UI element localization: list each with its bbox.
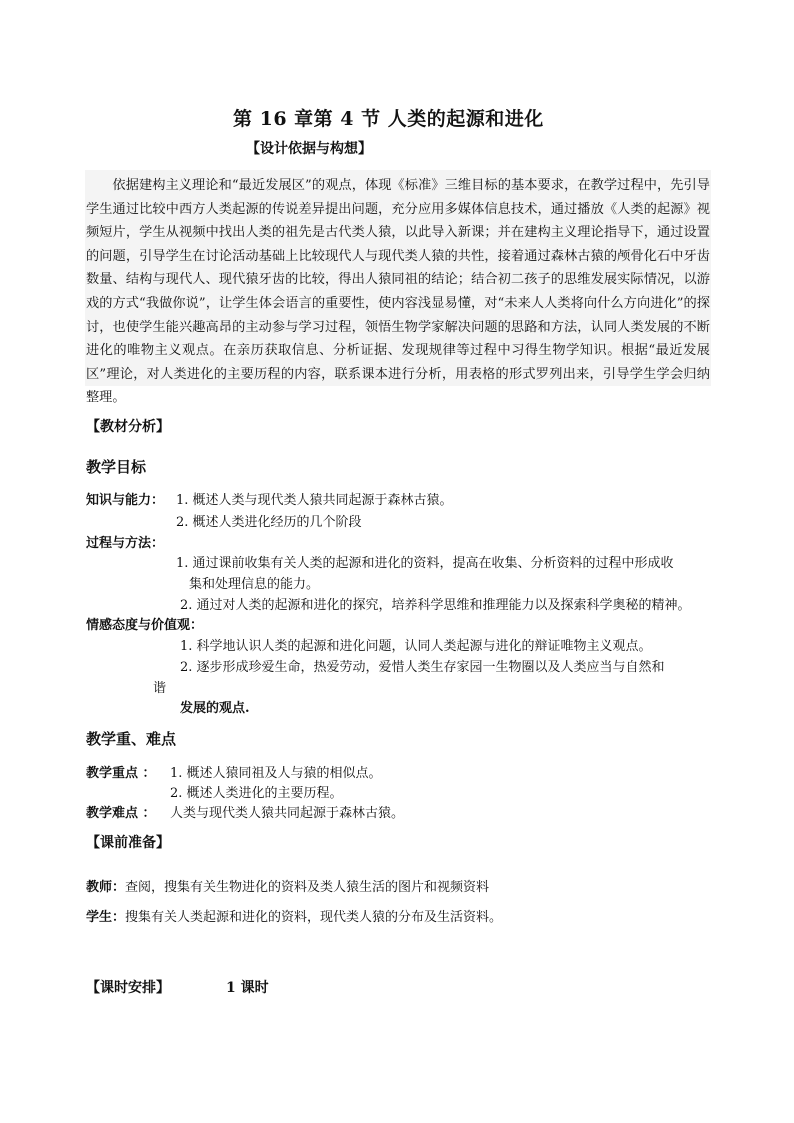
student-text: 搜集有关人类起源和进化的资料，现代类人猿的分布及生活资料。 (125, 910, 503, 925)
schedule-value: 1 课时 (226, 980, 269, 996)
design-intro-block (85, 170, 711, 406)
schedule-label: 【课时安排】 (86, 980, 170, 996)
key-item-2: 2. 概述人类进化的主要历程。 (170, 786, 343, 801)
keypoints-heading: 教学重、难点 (86, 730, 177, 748)
emotion-item-2-line-3: 发展的观点. (180, 701, 250, 716)
analysis-heading: 【教材分析】 (86, 419, 170, 435)
process-item-1-line-1: 1. 通过课前收集有关人类的起源和进化的资料，提高在收集、分析资料的过程中形成收 (176, 556, 674, 571)
prep-heading: 【课前准备】 (86, 835, 170, 851)
design-intro-text: 依据建构主义理论和“最近发展区”的观点，体现《标准》三维目标的基本要求，在教学过程中，先引导学生通过比较中西方人类起源的传说差异提出问题，充分应用多媒体信息技术，通过播放《人类的起源》视频短片，学生从视频中找出人类的祖先是古代类人猿，以此导入新课；并在建构主义理论指导下，通过设置的问题，引导学生在讨论活动基础上比较现代人与现代类人猿的共性，接着通过森林古猿的颅骨化石中牙齿数量、结构与现代人、现代猿牙齿的比较，得出人猿同祖的结论；结合初二孩子的思维发展实际情况，以游戏的方式“我做你说”，让学生体会语言的重要性，使内容浅显易懂，对“未来人人类将向什么方向进化”的探讨，也使学生能兴趣高昂的主动参与学习过程，领悟生物学家解决问题的思路和方法，认同人类发展的不断进化的唯物主义观点。在亲历获取信息、分析证据、发现规律等过程中习得生物学知识。根据“最近发展区”理论，对人类进化的主要历程的内容，联系课本进行分析，用表格的形式罗列出来，引导学生学会归纳整理。 (86, 178, 710, 406)
emotion-label: 情感态度与价值观： (86, 618, 204, 633)
key-label: 教学重点 ： (86, 766, 156, 781)
design-heading: 【设计依据与构想】 (246, 141, 372, 157)
teacher-text: 查阅，搜集有关生物进化的资料及类人猿生活的图片和视频资料 (125, 880, 490, 895)
emotion-item-2-line-1: 2. 逐步形成珍爱生命，热爱劳动，爱惜人类生存家园一生物圈以及人类应当与自然和 (180, 660, 665, 675)
knowledge-item-1: 1. 概述人类与现代类人猿共同起源于森林古猿。 (176, 493, 453, 508)
student-label: 学生： (86, 910, 126, 925)
knowledge-label: 知识与能力： (86, 493, 165, 508)
process-label: 过程与方法： (86, 536, 165, 551)
page-title: 第 16 章第 4 节 人类的起源和进化 (233, 108, 544, 130)
emotion-item-1: 1. 科学地认识人类的起源和进化问题，认同人类起源与进化的辩证唯物主义观点。 (180, 639, 652, 654)
emotion-item-2-line-2: 谐 (153, 681, 167, 696)
prep-student (86, 906, 502, 925)
teacher-label: 教师： (86, 880, 126, 895)
knowledge-item-2: 2. 概述人类进化经历的几个阶段 (176, 515, 362, 530)
difficulty-label: 教学难点 ： (86, 806, 156, 821)
objectives-heading: 教学目标 (86, 458, 147, 476)
key-item-1: 1. 概述人猿同祖及人与猿的相似点。 (170, 766, 382, 781)
prep-teacher (86, 876, 489, 895)
process-item-1-line-2: 集和处理信息的能力。 (189, 577, 320, 592)
difficulty-item-1: 人类与现代类人猿共同起源于森林古猿。 (170, 806, 405, 821)
process-item-2: 2. 通过对人类的起源和进化的探究，培养科学思维和推理能力以及探索科学奥秘的精神。 (180, 598, 691, 613)
